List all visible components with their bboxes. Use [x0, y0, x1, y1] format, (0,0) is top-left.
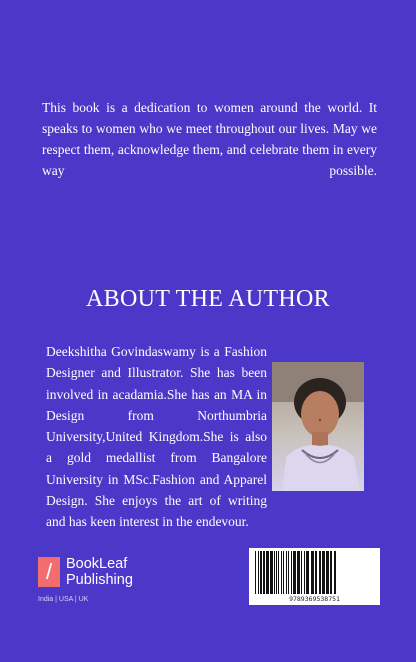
barcode-bar [322, 551, 325, 594]
barcode-bar [281, 551, 282, 594]
barcode-bar [291, 551, 292, 594]
publisher-logo-icon: / [38, 557, 60, 587]
barcode-bar [263, 551, 265, 594]
barcode-bars [254, 551, 375, 594]
author-bio: Deekshitha Govindaswamy is a Fashion Designer and Illustrator. She has been involved in acadamia.She has an MA in Design from Northumbria University,United Kingdom.She is also a gold medallist from Bangalore University in MSc.Fashion and Apparel Design. She enjoys the art of writing and has keen interest in the endevour. [46, 344, 267, 530]
author-photo [272, 362, 364, 491]
barcode-bar [315, 551, 317, 594]
barcode-bar [270, 551, 273, 594]
back-cover-blurb: This book is a dedication to women around the world. It speaks to women who we meet throughout our lives. May we respect them, acknowledge them, and celebrate them in every way possible. [42, 100, 377, 178]
publisher-name-line2: Publishing [66, 572, 133, 588]
barcode-bar [266, 551, 269, 594]
barcode-bar [283, 551, 284, 594]
barcode-bar [293, 551, 296, 594]
barcode-bar [306, 551, 309, 594]
barcode-bar [286, 551, 287, 594]
publisher-logo [38, 556, 133, 588]
isbn-number: 9789369538751 [289, 595, 340, 603]
barcode-bar [278, 551, 279, 594]
barcode-bar [258, 551, 259, 594]
barcode-bar [274, 551, 275, 594]
publisher-name-line1: BookLeaf [66, 556, 128, 572]
barcode-bar [319, 551, 321, 594]
barcode-bar [330, 551, 332, 594]
barcode-bar [260, 551, 262, 594]
isbn-barcode [249, 548, 380, 605]
publisher-name [66, 556, 133, 588]
about-author-heading: ABOUT THE AUTHOR [86, 286, 330, 312]
barcode-bar [304, 551, 305, 594]
barcode-bar [326, 551, 329, 594]
barcode-bar [297, 551, 300, 594]
barcode-bar [311, 551, 314, 594]
barcode-bar [288, 551, 289, 594]
barcode-bar [301, 551, 302, 594]
barcode-bar [334, 551, 336, 594]
publisher-regions: India | USA | UK [38, 596, 89, 603]
barcode-bar [276, 551, 277, 594]
barcode-bar [255, 551, 256, 594]
